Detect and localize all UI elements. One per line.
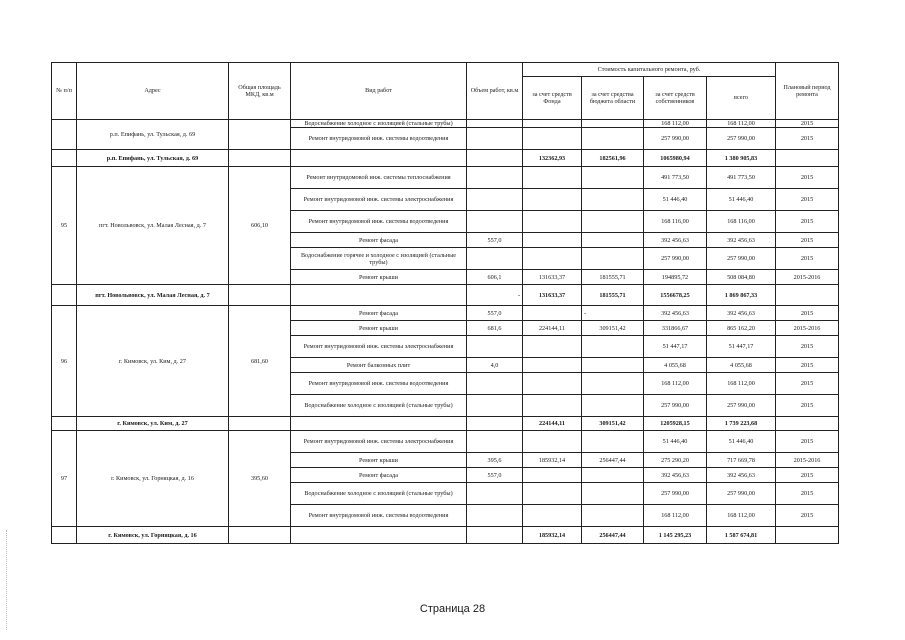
work-cell: Ремонт крыши — [291, 453, 467, 468]
subtotal-row — [52, 285, 839, 306]
scan-margin-dots — [6, 530, 9, 630]
work-cell: Ремонт внутридомовой инж. системы водоотведения — [291, 211, 467, 233]
region-cell — [582, 189, 644, 211]
subtotal-region: 182561,96 — [582, 150, 644, 167]
address-cell: р.п. Епифань, ул. Тульская, д. 69 — [77, 120, 229, 150]
region-cell: - — [582, 306, 644, 321]
total-cell: 168 112,00 — [707, 505, 776, 527]
total-cell: 491 773,50 — [707, 167, 776, 189]
subtotal-fund: 224144,11 — [523, 417, 582, 431]
region-cell: 309151,42 — [582, 321, 644, 336]
subtotal-address: г. Кимовск, ул. Ким, д. 27 — [77, 417, 229, 431]
volume-cell — [467, 395, 523, 417]
area-cell — [229, 120, 291, 150]
subtotal-owners: 1065980,94 — [644, 150, 707, 167]
total-cell: 508 084,80 — [707, 270, 776, 285]
owners-cell: 331866,67 — [644, 321, 707, 336]
work-cell: Ремонт балконных плит — [291, 358, 467, 373]
period-cell: 2015-2016 — [776, 453, 839, 468]
col-header-work-type: Вид работ — [291, 63, 467, 120]
owners-cell: 51 446,40 — [644, 189, 707, 211]
owners-cell: 168 112,00 — [644, 373, 707, 395]
period-cell: 2015-2016 — [776, 321, 839, 336]
volume-cell: 557,0 — [467, 468, 523, 483]
work-cell: Ремонт крыши — [291, 321, 467, 336]
subtotal-row — [52, 527, 839, 544]
col-header-cost-group: Стоимость капитального ремонта, руб. — [523, 63, 776, 77]
total-cell: 392 456,63 — [707, 468, 776, 483]
subtotal-region: 181555,71 — [582, 285, 644, 306]
subtotal-region: 309151,42 — [582, 417, 644, 431]
volume-cell — [467, 336, 523, 358]
work-cell: Водоснабжение холодное с изоляцией (стальные трубы) — [291, 120, 467, 128]
subtotal-region: 256447,44 — [582, 527, 644, 544]
work-cell: Ремонт внутридомовой инж. системы водоотведения — [291, 505, 467, 527]
period-cell: 2015 — [776, 248, 839, 270]
total-cell: 257 990,00 — [707, 395, 776, 417]
period-cell: 2015 — [776, 395, 839, 417]
work-cell: Ремонт внутридомовой инж. системы электроснабжения — [291, 336, 467, 358]
subtotal-address: пгт. Новольвовск, ул. Малая Лесная, д. 7 — [77, 285, 229, 306]
owners-cell: 491 773,50 — [644, 167, 707, 189]
region-cell — [582, 336, 644, 358]
region-cell — [582, 233, 644, 248]
fund-cell: 185932,14 — [523, 453, 582, 468]
col-header-num: № п/п — [52, 63, 77, 120]
col-header-area: Общая площадь МКД, кв.м — [229, 63, 291, 120]
table-row — [52, 120, 839, 128]
period-cell: 2015 — [776, 468, 839, 483]
volume-cell: 606,1 — [467, 270, 523, 285]
col-header-volume: Объем работ, кв.м — [467, 63, 523, 120]
work-cell: Ремонт внутридомовой инж. системы водоотведения — [291, 373, 467, 395]
volume-cell — [467, 248, 523, 270]
subtotal-fund: 131633,37 — [523, 285, 582, 306]
region-cell — [582, 431, 644, 453]
subtotal-fund: 185932,14 — [523, 527, 582, 544]
volume-cell — [467, 128, 523, 150]
col-header-total: всего — [707, 77, 776, 120]
fund-cell — [523, 306, 582, 321]
address-cell: пгт. Новольвовск, ул. Малая Лесная, д. 7 — [77, 167, 229, 285]
owners-cell: 392 456,63 — [644, 306, 707, 321]
period-cell: 2015 — [776, 358, 839, 373]
fund-cell: 131633,37 — [523, 270, 582, 285]
volume-cell — [467, 189, 523, 211]
table-row — [52, 167, 839, 189]
subtotal-total: 1 739 223,68 — [707, 417, 776, 431]
total-cell: 717 669,78 — [707, 453, 776, 468]
volume-cell — [467, 120, 523, 128]
volume-cell — [467, 167, 523, 189]
owners-cell: 51 446,40 — [644, 431, 707, 453]
total-cell: 4 055,68 — [707, 358, 776, 373]
subtotal-total: 1 869 867,33 — [707, 285, 776, 306]
owners-cell: 275 290,20 — [644, 453, 707, 468]
period-cell: 2015 — [776, 128, 839, 150]
col-header-address: Адрес — [77, 63, 229, 120]
total-cell: 168 112,00 — [707, 120, 776, 128]
work-cell: Ремонт внутридомовой инж. системы электроснабжения — [291, 431, 467, 453]
owners-cell: 168 112,00 — [644, 120, 707, 128]
subtotal-owners: 1556678,25 — [644, 285, 707, 306]
total-cell: 865 162,20 — [707, 321, 776, 336]
num-cell: 95 — [52, 167, 77, 285]
header-row-top — [52, 63, 839, 77]
total-cell: 51 447,17 — [707, 336, 776, 358]
work-cell: Водоснабжение холодное с изоляцией (стальные трубы) — [291, 483, 467, 505]
work-cell: Водоснабжение холодное с изоляцией (стальные трубы) — [291, 395, 467, 417]
total-cell: 168 112,00 — [707, 373, 776, 395]
total-cell: 257 990,00 — [707, 128, 776, 150]
owners-cell: 51 447,17 — [644, 336, 707, 358]
subtotal-owners: 1205928,15 — [644, 417, 707, 431]
work-cell: Ремонт внутридомовой инж. системы водоотведения — [291, 128, 467, 150]
period-cell: 2015-2016 — [776, 270, 839, 285]
col-header-owners: за счет средств собственников — [644, 77, 707, 120]
volume-cell: 4,0 — [467, 358, 523, 373]
num-cell — [52, 120, 77, 150]
region-cell — [582, 373, 644, 395]
area-cell: 681,60 — [229, 306, 291, 417]
volume-cell — [467, 211, 523, 233]
area-cell: 395,60 — [229, 431, 291, 527]
fund-cell — [523, 468, 582, 483]
volume-cell: 557,0 — [467, 306, 523, 321]
owners-cell: 4 055,68 — [644, 358, 707, 373]
work-cell: Ремонт крыши — [291, 270, 467, 285]
fund-cell — [523, 167, 582, 189]
subtotal-address: г. Кимовск, ул. Горняцкая, д. 16 — [77, 527, 229, 544]
region-cell: 181555,71 — [582, 270, 644, 285]
volume-cell — [467, 505, 523, 527]
period-cell: 2015 — [776, 233, 839, 248]
owners-cell: 257 990,00 — [644, 248, 707, 270]
period-cell: 2015 — [776, 336, 839, 358]
fund-cell — [523, 189, 582, 211]
fund-cell — [523, 128, 582, 150]
period-cell: 2015 — [776, 189, 839, 211]
work-cell: Водоснабжение горячее и холодное с изоляцией (стальные трубы) — [291, 248, 467, 270]
owners-cell: 168 116,00 — [644, 211, 707, 233]
total-cell: 392 456,63 — [707, 233, 776, 248]
work-cell: Ремонт фасада — [291, 468, 467, 483]
period-cell: 2015 — [776, 483, 839, 505]
fund-cell — [523, 233, 582, 248]
col-header-period: Плановый период ремонта — [776, 63, 839, 120]
table-row — [52, 431, 839, 453]
region-cell — [582, 358, 644, 373]
period-cell: 2015 — [776, 431, 839, 453]
repair-cost-table — [51, 62, 839, 544]
period-cell: 2015 — [776, 306, 839, 321]
col-header-region: за счет средства бюджета области — [582, 77, 644, 120]
fund-cell — [523, 505, 582, 527]
total-cell: 257 990,00 — [707, 483, 776, 505]
volume-cell — [467, 483, 523, 505]
work-cell: Ремонт фасада — [291, 306, 467, 321]
address-cell: г. Кимовск, ул. Горняцкая, д. 16 — [77, 431, 229, 527]
period-cell: 2015 — [776, 167, 839, 189]
address-cell: г. Кимовск, ул. Ким, д. 27 — [77, 306, 229, 417]
fund-cell — [523, 211, 582, 233]
fund-cell — [523, 336, 582, 358]
region-cell — [582, 483, 644, 505]
total-cell: 51 446,40 — [707, 189, 776, 211]
volume-cell: 681,6 — [467, 321, 523, 336]
region-cell — [582, 167, 644, 189]
fund-cell — [523, 248, 582, 270]
owners-cell: 392 456,63 — [644, 468, 707, 483]
fund-cell — [523, 431, 582, 453]
fund-cell — [523, 395, 582, 417]
work-cell: Ремонт фасада — [291, 233, 467, 248]
region-cell — [582, 211, 644, 233]
owners-cell: 257 990,00 — [644, 483, 707, 505]
volume-cell — [467, 373, 523, 395]
work-cell: Ремонт внутридомовой инж. системы электроснабжения — [291, 189, 467, 211]
fund-cell: 224144,11 — [523, 321, 582, 336]
region-cell — [582, 128, 644, 150]
subtotal-fund: 132362,93 — [523, 150, 582, 167]
num-cell: 96 — [52, 306, 77, 417]
period-cell: 2015 — [776, 211, 839, 233]
region-cell — [582, 395, 644, 417]
work-cell: Ремонт внутридомовой инж. системы теплоснабжения — [291, 167, 467, 189]
period-cell: 2015 — [776, 120, 839, 128]
region-cell — [582, 468, 644, 483]
total-cell: 168 116,00 — [707, 211, 776, 233]
region-cell — [582, 248, 644, 270]
owners-cell: 392 456,63 — [644, 233, 707, 248]
num-cell: 97 — [52, 431, 77, 527]
subtotal-row — [52, 150, 839, 167]
page-number: Страница 28 — [419, 603, 486, 615]
table-row — [52, 306, 839, 321]
subtotal-total: 1 380 905,83 — [707, 150, 776, 167]
fund-cell — [523, 120, 582, 128]
volume-cell: 557,0 — [467, 233, 523, 248]
subtotal-address: р.п. Епифань, ул. Тульская, д. 69 — [77, 150, 229, 167]
owners-cell: 257 990,00 — [644, 395, 707, 417]
volume-cell: 395,6 — [467, 453, 523, 468]
volume-cell — [467, 431, 523, 453]
period-cell: 2015 — [776, 505, 839, 527]
subtotal-row — [52, 417, 839, 431]
fund-cell — [523, 373, 582, 395]
fund-cell — [523, 483, 582, 505]
period-cell: 2015 — [776, 373, 839, 395]
total-cell: 257 990,00 — [707, 248, 776, 270]
subtotal-owners: 1 145 295,23 — [644, 527, 707, 544]
total-cell: 392 456,63 — [707, 306, 776, 321]
col-header-fund: за счет средств Фонда — [523, 77, 582, 120]
owners-cell: 257 990,00 — [644, 128, 707, 150]
owners-cell: 168 112,00 — [644, 505, 707, 527]
region-cell — [582, 505, 644, 527]
fund-cell — [523, 358, 582, 373]
subtotal-total: 1 587 674,81 — [707, 527, 776, 544]
area-cell: 606,10 — [229, 167, 291, 285]
owners-cell: 194895,72 — [644, 270, 707, 285]
subtotal-dash: - — [467, 285, 523, 306]
total-cell: 51 446,40 — [707, 431, 776, 453]
region-cell — [582, 120, 644, 128]
region-cell: 256447,44 — [582, 453, 644, 468]
